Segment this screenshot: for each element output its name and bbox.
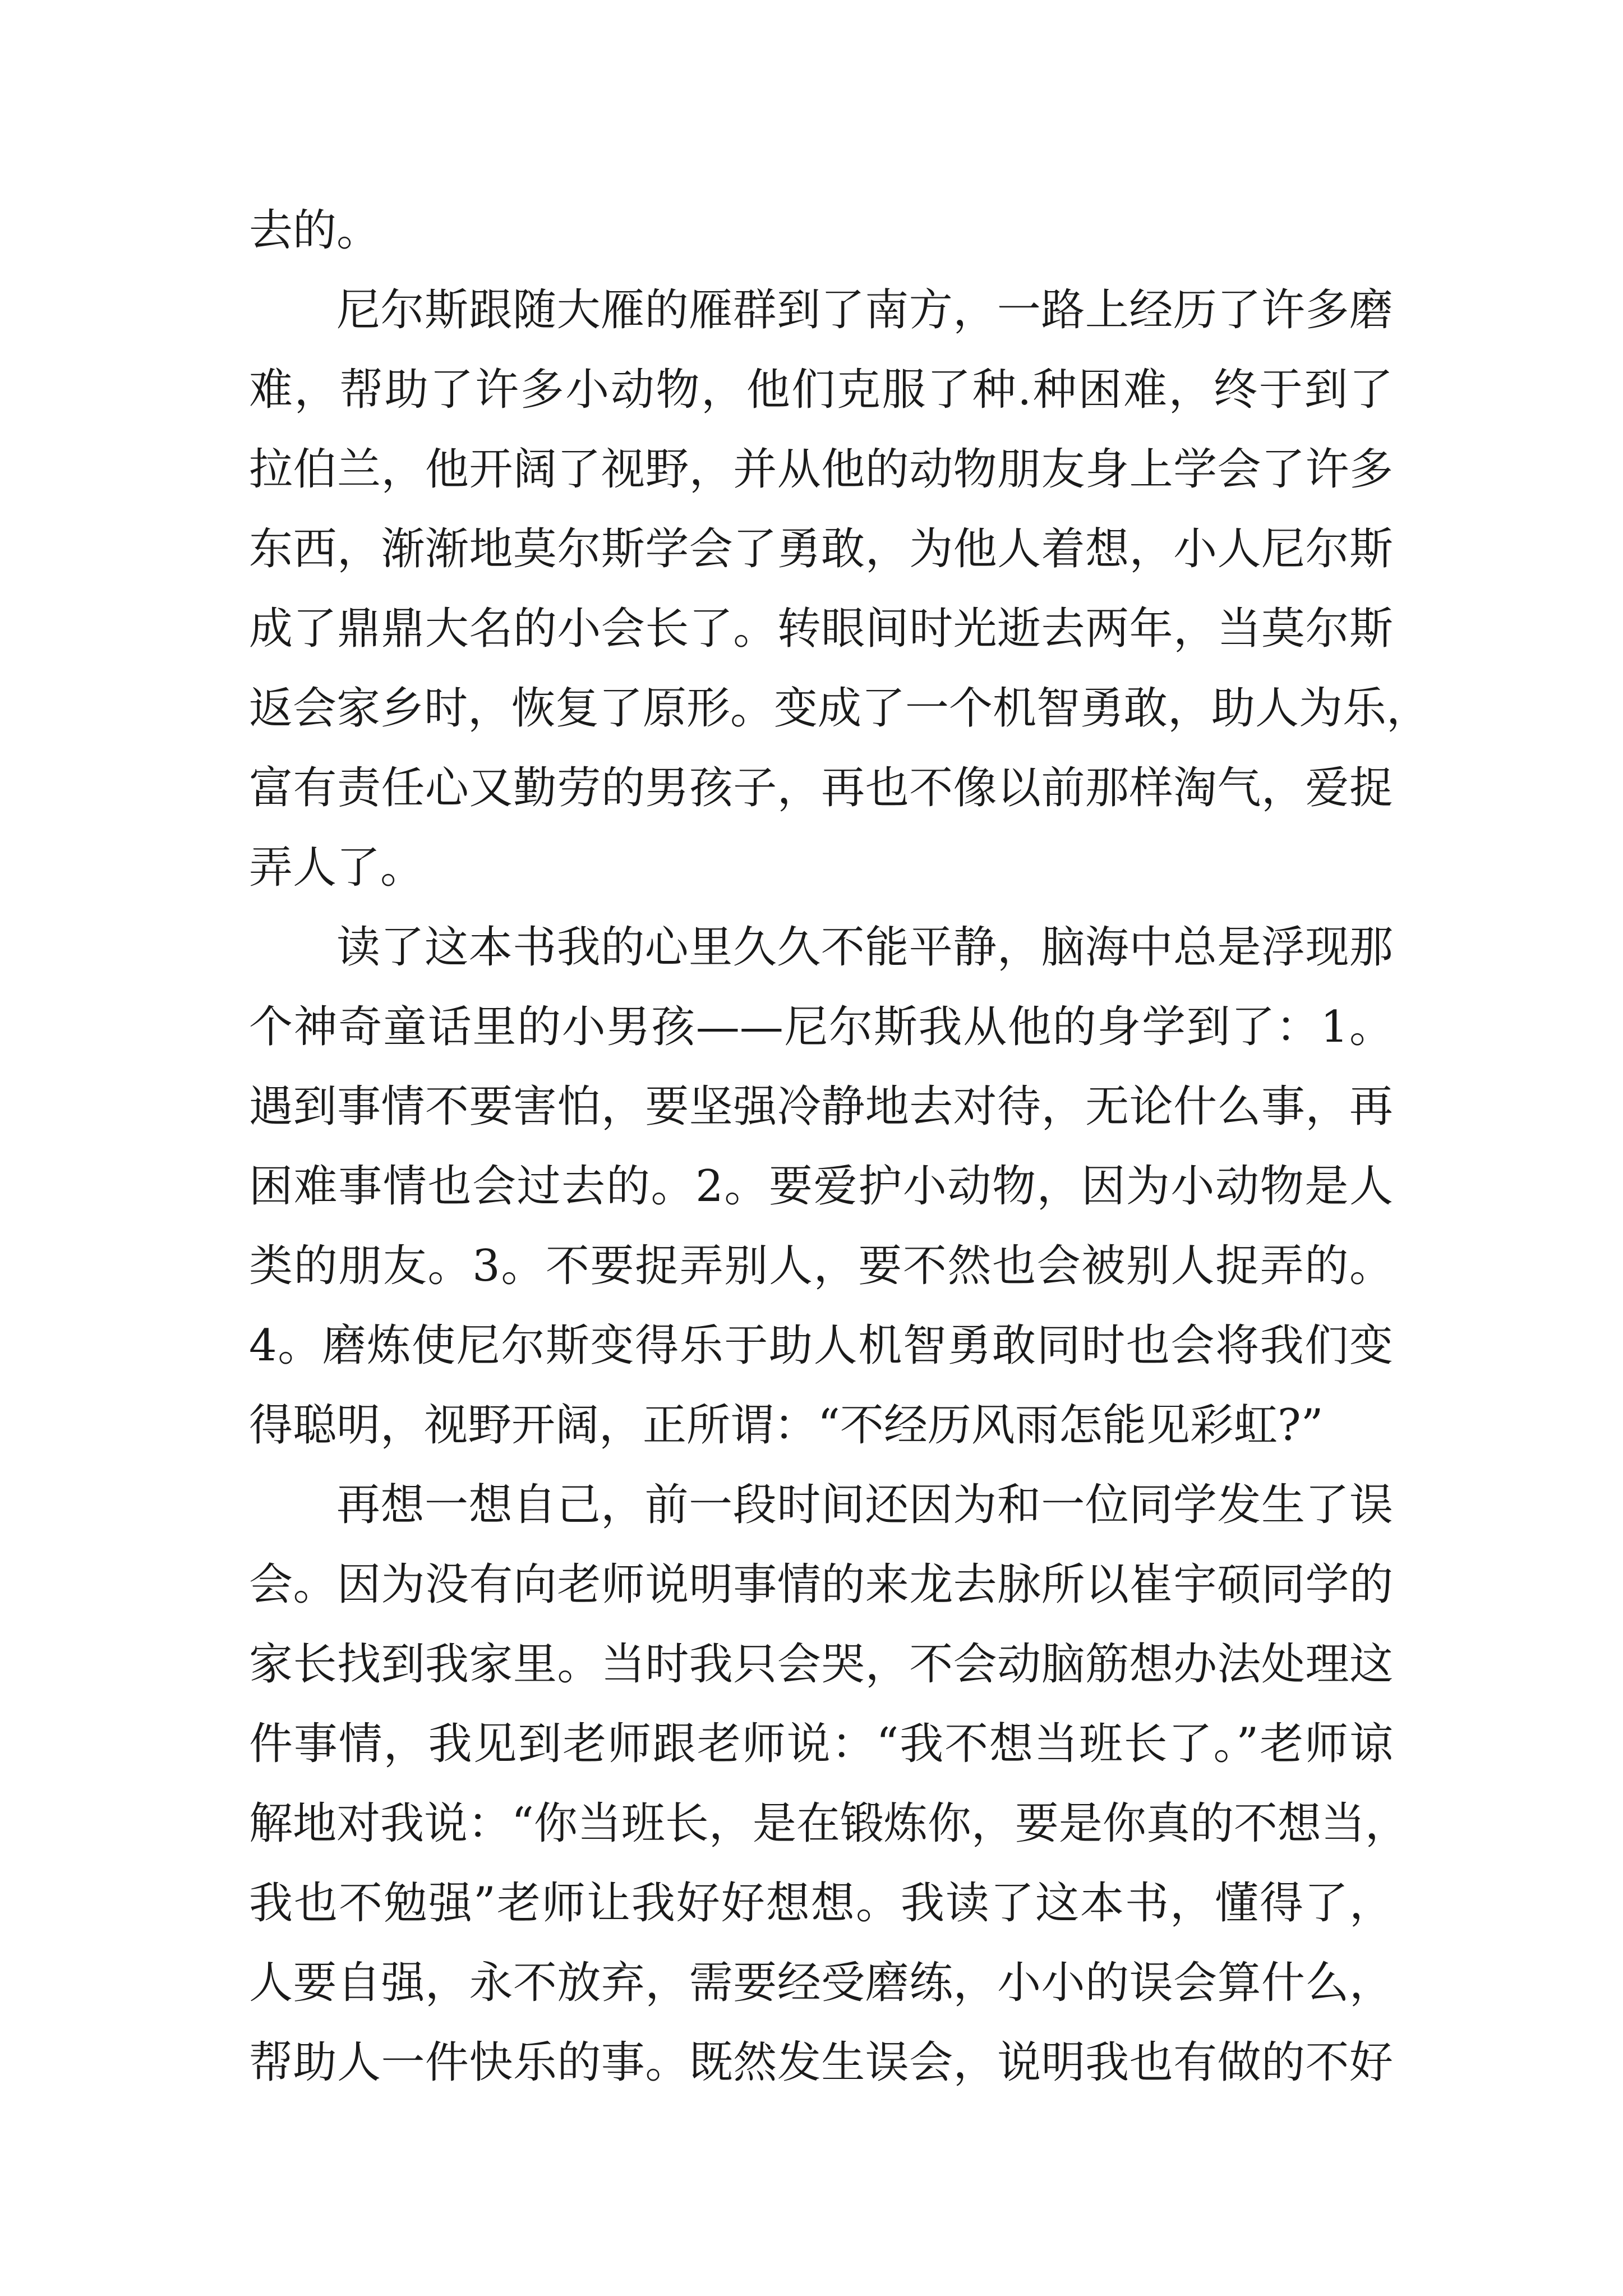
text-line: 解地对我说：“你当班长，是在锻炼你，要是你真的不想当， [249,1798,1409,1849]
text-line: 人要自强，永不放弃，需要经受磨练，小小的误会算什么， [249,1958,1393,2008]
text-line: 遇到事情不要害怕，要坚强冷静地去对待，无论什么事，再 [249,1082,1393,1132]
text-line: 件事情，我见到老师跟老师说：“我不想当班长了。”老师谅 [249,1719,1393,1769]
text-line: 帮助人一件快乐的事。既然发生误会，说明我也有做的不好 [249,2037,1393,2088]
text-line: 我也不勉强”老师让我好好想想。我读了这本书，懂得了， [249,1878,1393,1929]
text-line: 4。磨炼使尼尔斯变得乐于助人机智勇敢同时也会将我们变 [249,1320,1393,1371]
text-line: 返会家乡时，恢复了原形。变成了一个机智勇敢，助人为乐， [249,683,1431,734]
text-line: 弄人了。 [249,843,425,893]
text-line: 得聪明，视野开阔，正所谓：“不经历风雨怎能见彩虹?” [249,1400,1324,1451]
text-line: 东西，渐渐地莫尔斯学会了勇敢，为他人着想，小人尼尔斯 [249,524,1393,574]
text-line: 难，帮助了许多小动物，他们克服了种.种困难，终于到了 [249,365,1393,415]
text-line: 类的朋友。3。不要捉弄别人，要不然也会被别人捉弄的。 [249,1241,1393,1291]
text-line: 家长找到我家里。当时我只会哭，不会动脑筋想办法处理这 [249,1639,1393,1690]
body-text [249,191,1431,2102]
text-line: 个神奇童话里的小男孩——尼尔斯我从他的身学到了：1。 [249,1002,1393,1052]
text-line: 拉伯兰，他开阔了视野，并从他的动物朋友身上学会了许多 [249,444,1393,495]
text-line: 再想一想自己，前一段时间还因为和一位同学发生了误 [336,1480,1393,1530]
text-line: 困难事情也会过去的。2。要爱护小动物，因为小动物是人 [249,1161,1393,1212]
text-line: 去的。 [249,205,381,256]
text-line: 会。因为没有向老师说明事情的来龙去脉所以崔宇硕同学的 [249,1559,1393,1610]
text-line: 成了鼎鼎大名的小会长了。转眼间时光逝去两年，当莫尔斯 [249,604,1393,654]
text-line: 读了这本书我的心里久久不能平静，脑海中总是浮现那 [336,922,1393,973]
text-line: 富有责任心又勤劳的男孩子，再也不像以前那样淘气，爱捉 [249,763,1393,813]
text-line: 尼尔斯跟随大雁的雁群到了南方，一路上经历了许多磨 [336,285,1393,335]
